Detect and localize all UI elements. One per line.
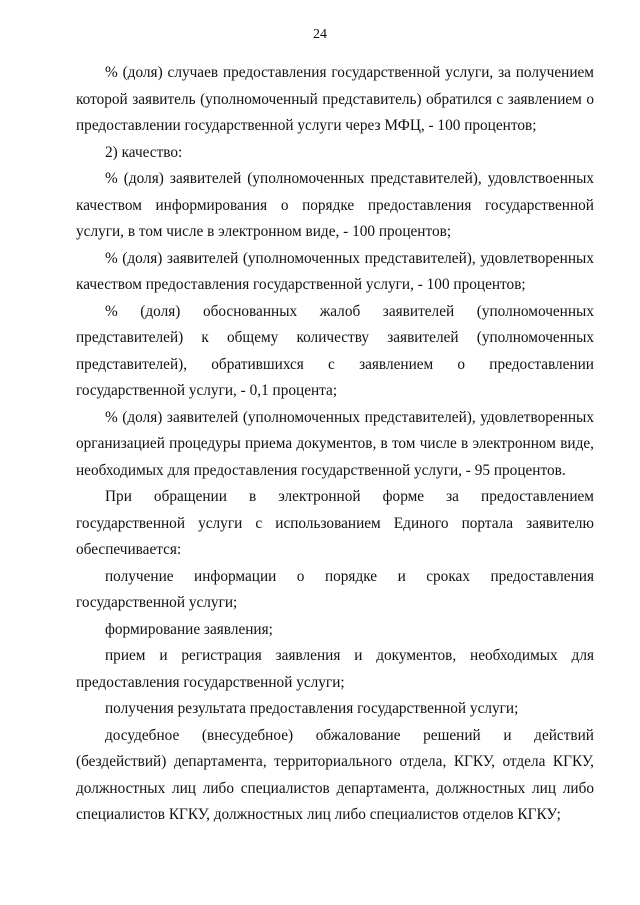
document-body bbox=[76, 60, 594, 829]
paragraph-application-formation: формирование заявления; bbox=[105, 620, 273, 638]
paragraph-information-receipt: получение информации о порядке и сроках предоставления государственной услуги; bbox=[76, 567, 594, 611]
paragraph-quality-heading: 2) качество: bbox=[105, 143, 183, 161]
paragraph-result-receipt: получения результата предоставления государственной услуги; bbox=[105, 700, 519, 717]
paragraph-appeal: досудебное (внесудебное) обжалование решений и действий (бездействий) департамента, территориального отдела, КГКУ, отдела КГКУ, должностных лиц либо специалистов департамента, должностных лиц либо специалистов КГКУ, должностных лиц либо специалистов отделов КГКУ; bbox=[76, 726, 594, 823]
paragraph-document-intake: % (доля) заявителей (уполномоченных представителей), удовлетворенных организацией процедуры приема документов, в том числе в электронном виде, необходимых для предоставления государственной услуги, - 95 процентов. bbox=[76, 408, 594, 479]
paragraph-information-quality: % (доля) заявителей (уполномоченных представителей), удовлствоенных качеством информирования о порядке предоставления государственной услуги, в том числе в электронном виде, - 100 процентов; bbox=[76, 170, 594, 240]
page-number: 24 bbox=[313, 27, 327, 42]
paragraph-complaints-share: % (доля) обоснованных жалоб заявителей (уполномоченных представителей) к общему количеству заявителей (уполномоченных представителей), обратившихся с заявлением о предоставлении государственной услуги, - 0,1 процента; bbox=[76, 302, 594, 399]
paragraph-electronic-portal: При обращении в электронной форме за предоставлением государственной услуги с использованием Единого портала заявителю обеспечивается: bbox=[76, 488, 594, 558]
paragraph-service-quality: % (доля) заявителей (уполномоченных представителей), удовлетворенных качеством предоставления государственной услуги, - 100 процентов; bbox=[76, 249, 594, 293]
paragraph-registration: прием и регистрация заявления и документов, необходимых для предоставления государственной услуги; bbox=[76, 647, 594, 691]
paragraph-mfc-share: % (доля) случаев предоставления государственной услуги, за получением которой заявитель (уполномоченный представитель) обратился с заявлением о предоставлении государственной услуги через МФЦ, - 100 процентов; bbox=[76, 64, 594, 134]
